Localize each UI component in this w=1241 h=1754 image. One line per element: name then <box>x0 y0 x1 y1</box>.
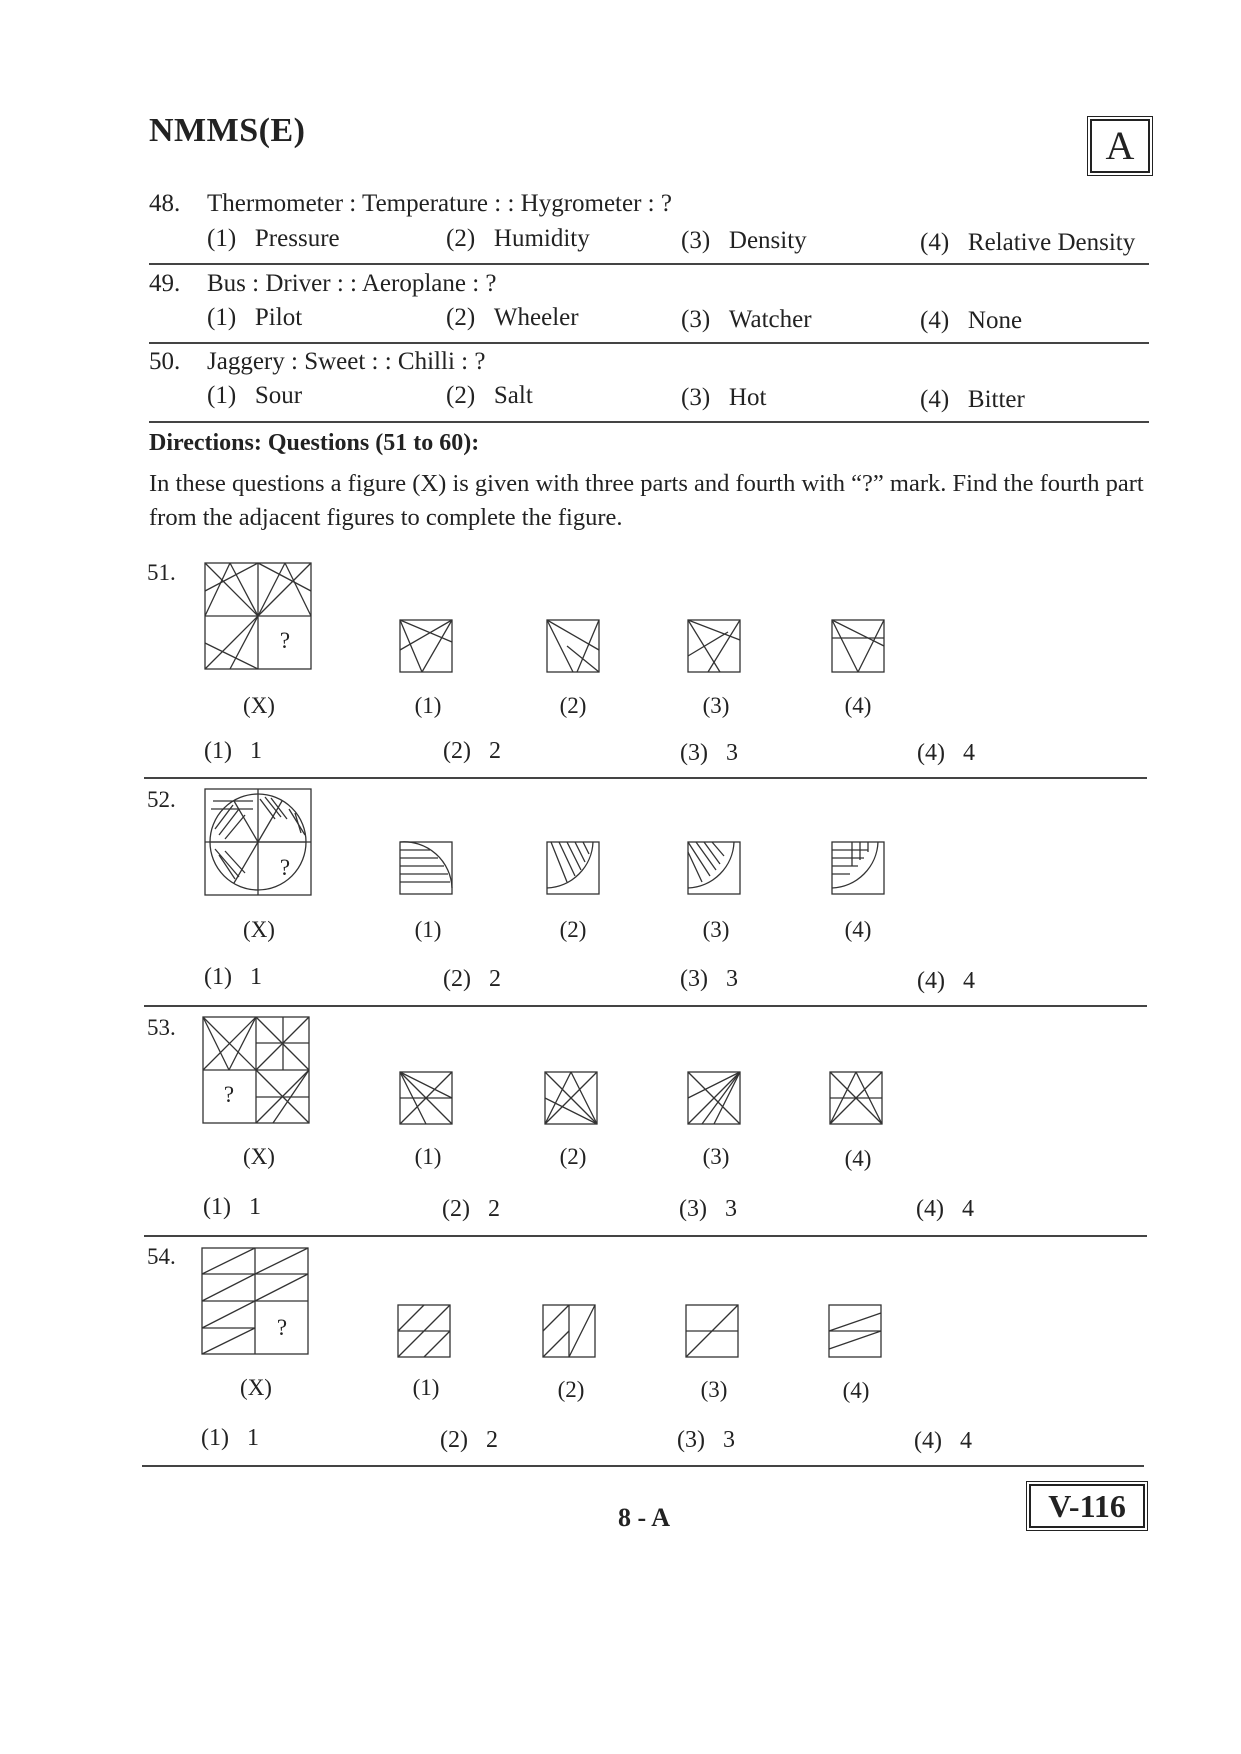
q48-option-3: (3) Density <box>681 227 807 254</box>
divider <box>149 263 1149 265</box>
q50-option-2: (2) Salt <box>446 382 533 409</box>
question-number: 52. <box>147 787 176 812</box>
divider <box>144 1235 1147 1237</box>
q51-answer-4: (4) 4 <box>917 740 975 766</box>
option-figure-51-2 <box>547 620 601 674</box>
figure-label: (2) <box>559 1144 587 1169</box>
figure-label: (1) <box>414 917 442 942</box>
question-number: 51. <box>147 560 176 585</box>
figure-label: (3) <box>702 693 730 718</box>
figure-label: (X) <box>243 693 275 718</box>
option-figure-54-1 <box>398 1305 452 1359</box>
q54-answer-1: (1) 1 <box>201 1425 259 1451</box>
q48-option-4: (4) Relative Density <box>920 229 1136 256</box>
figure-label: (3) <box>702 1144 730 1169</box>
booklet-code-box: V-116 <box>1029 1484 1145 1528</box>
question-number: 49. <box>149 270 181 297</box>
question-number: 48. <box>149 190 181 217</box>
figure-x-53 <box>203 1017 311 1125</box>
question-number: 50. <box>149 348 181 375</box>
figure-label: (X) <box>243 1144 275 1169</box>
q53-answer-1: (1) 1 <box>203 1194 261 1220</box>
figure-label: (1) <box>414 693 442 718</box>
option-figure-53-3 <box>688 1072 742 1126</box>
q54-answer-3: (3) 3 <box>677 1427 735 1453</box>
option-figure-54-4 <box>829 1305 883 1359</box>
option-figure-51-1 <box>400 620 454 674</box>
figure-label: (4) <box>844 1146 872 1171</box>
q53-answer-4: (4) 4 <box>916 1196 974 1222</box>
question-50 <box>149 348 1149 376</box>
q52-answer-3: (3) 3 <box>680 966 738 992</box>
option-figure-54-3 <box>686 1305 740 1359</box>
figure-label: (1) <box>414 1144 442 1169</box>
question-49 <box>149 270 1149 298</box>
figure-label: (X) <box>240 1375 272 1400</box>
divider <box>149 421 1149 423</box>
figure-label: (2) <box>557 1377 585 1402</box>
q49-option-4: (4) None <box>920 307 1023 334</box>
divider <box>149 342 1149 344</box>
divider <box>142 1465 1144 1467</box>
question-48 <box>149 190 1149 218</box>
question-text: Thermometer : Temperature : : Hygrometer : ? <box>207 190 672 217</box>
directions-heading: Directions: Questions (51 to 60): <box>149 430 480 456</box>
q54-answer-2: (2) 2 <box>440 1427 498 1453</box>
q49-option-1: (1) Pilot <box>207 304 303 331</box>
q51-answer-3: (3) 3 <box>680 740 738 766</box>
option-figure-53-2 <box>545 1072 599 1126</box>
figure-label: (4) <box>842 1378 870 1403</box>
option-figure-51-3 <box>688 620 742 674</box>
figure-label: (X) <box>243 917 275 942</box>
option-figure-54-2 <box>543 1305 597 1359</box>
question-mark: ? <box>223 1082 235 1107</box>
q53-answer-3: (3) 3 <box>679 1196 737 1222</box>
exam-title: NMMS(E) <box>149 112 306 149</box>
page-number: 8 - A <box>618 1503 670 1532</box>
figure-label: (4) <box>844 693 872 718</box>
q48-option-2: (2) Humidity <box>446 225 590 252</box>
option-figure-52-3 <box>688 842 742 896</box>
q51-answer-1: (1) 1 <box>204 738 262 764</box>
set-code-box: A <box>1090 119 1150 173</box>
question-number: 53. <box>147 1015 176 1040</box>
q52-answer-4: (4) 4 <box>917 968 975 994</box>
figure-label: (1) <box>412 1375 440 1400</box>
q48-option-1: (1) Pressure <box>207 225 340 252</box>
option-figure-52-2 <box>547 842 601 896</box>
directions-text: In these questions a figure (X) is given with three parts and fourth with “?” mark. Find the fourth part from the adjacent figures to complete the figure. <box>149 470 1144 531</box>
q52-answer-2: (2) 2 <box>443 966 501 992</box>
q51-answer-2: (2) 2 <box>443 738 501 764</box>
q49-option-3: (3) Watcher <box>681 306 812 333</box>
question-mark: ? <box>279 628 291 653</box>
option-figure-53-1 <box>400 1072 454 1126</box>
figure-label: (3) <box>700 1377 728 1402</box>
figure-label: (4) <box>844 917 872 942</box>
question-number: 54. <box>147 1244 176 1269</box>
q49-option-2: (2) Wheeler <box>446 304 579 331</box>
question-text: Jaggery : Sweet : : Chilli : ? <box>207 348 486 375</box>
option-figure-51-4 <box>832 620 886 674</box>
q50-option-4: (4) Bitter <box>920 386 1025 413</box>
option-figure-52-1 <box>400 842 454 896</box>
q52-answer-1: (1) 1 <box>204 964 262 990</box>
q50-option-1: (1) Sour <box>207 382 303 409</box>
q54-answer-4: (4) 4 <box>914 1428 972 1454</box>
question-text: Bus : Driver : : Aeroplane : ? <box>207 270 497 297</box>
question-mark: ? <box>279 855 291 880</box>
option-figure-53-4 <box>830 1072 884 1126</box>
divider <box>144 1005 1147 1007</box>
figure-label: (3) <box>702 917 730 942</box>
q50-option-3: (3) Hot <box>681 384 767 411</box>
option-figure-52-4 <box>832 842 886 896</box>
question-mark: ? <box>276 1315 288 1340</box>
divider <box>144 777 1147 779</box>
figure-label: (2) <box>559 917 587 942</box>
figure-label: (2) <box>559 693 587 718</box>
figure-x-51 <box>205 563 313 671</box>
q53-answer-2: (2) 2 <box>442 1196 500 1222</box>
